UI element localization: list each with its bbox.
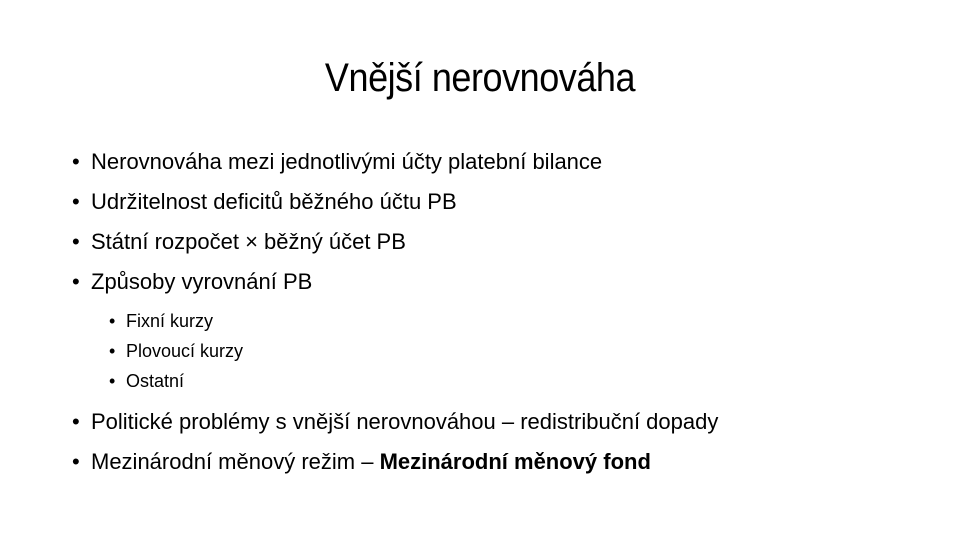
list-item-text: Nerovnováha mezi jednotlivými účty platební bilance [91,149,603,174]
bullet-icon: • [72,189,80,214]
bullet-icon: • [109,341,116,361]
sub-list-item-text: Fixní kurzy [126,311,214,331]
sub-list-item [109,336,932,366]
sub-bullet-list [72,306,932,396]
list-item-text: Politické problémy s vnější nerovnováhou – redistribuční dopady [91,409,719,434]
sub-list-item [109,306,932,336]
list-item [72,142,932,182]
bullet-icon: • [72,409,80,434]
bullet-icon: • [72,229,80,254]
list-item-text: Způsoby vyrovnání PB [91,269,313,294]
bullet-icon: • [72,449,80,474]
list-item [72,402,932,442]
list-item-text: Udržitelnost deficitů běžného účtu PB [91,189,457,214]
list-item [72,262,932,302]
list-item [72,182,932,222]
sub-list-item-text: Plovoucí kurzy [126,341,244,361]
slide-title: Vnější nerovnováha [324,56,636,100]
sub-list-item [109,366,932,396]
list-item-bold-text: Mezinárodní měnový fond [379,449,651,474]
bullet-icon: • [72,149,80,174]
list-item [72,222,932,262]
sub-list-item-text: Ostatní [126,371,185,391]
bullet-list [72,142,932,482]
list-item [72,442,932,482]
bullet-icon: • [72,269,80,294]
list-item-text: Mezinárodní měnový režim – [91,449,380,474]
bullet-icon: • [109,371,116,391]
list-item-text: Státní rozpočet × běžný účet PB [91,229,406,254]
bullet-icon: • [109,311,116,331]
